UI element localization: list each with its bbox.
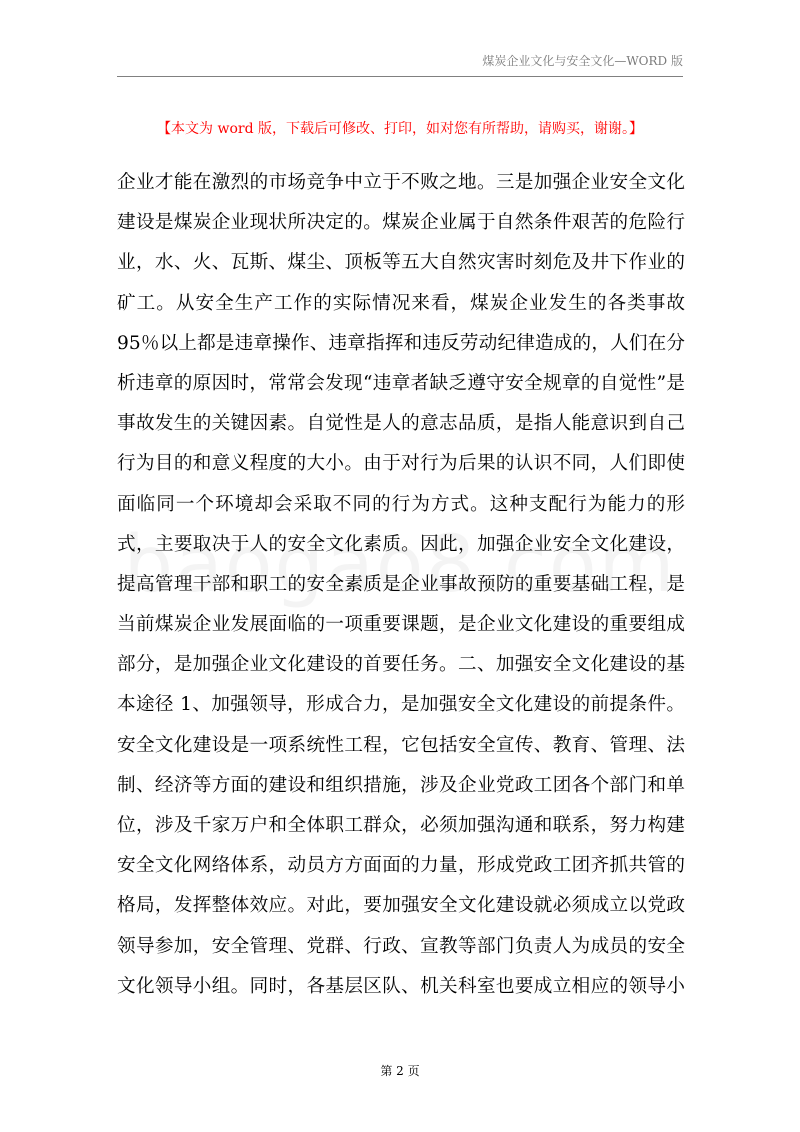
- text-line: 企业才能在激烈的市场竞争中立于不败之地。三是加强企业安全文化: [117, 172, 685, 193]
- text-line: 格局，发挥整体效应。对此，要加强安全文化建设就必须成立以党政: [117, 895, 685, 917]
- purchase-notice: 【本文为 word 版，下载后可修改、打印，如对您有所帮助，请购买，谢谢。】: [157, 121, 643, 137]
- text-line: 位，涉及千家万户和全体职工群众，必须加强沟通和联系，努力构建: [117, 815, 685, 836]
- text-line: 部分，是加强企业文化建设的首要任务。二、加强安全文化建设的基: [117, 654, 685, 676]
- body-text: [117, 163, 685, 1007]
- text-line: 提高管理干部和职工的安全素质是企业事故预防的重要基础工程，是: [117, 573, 685, 595]
- text-line: 事故发生的关键因素。自觉性是人的意志品质，是指人能意识到自己: [117, 413, 685, 435]
- text-line: 本途径 1、加强领导，形成合力，是加强安全文化建设的前提条件。: [117, 694, 685, 716]
- text-line: 制、经济等方面的建设和组织措施，涉及企业党政工团各个部门和单: [117, 774, 685, 796]
- page-number: 第 2 页: [380, 1064, 420, 1078]
- text-line: 安全文化网络体系，动员方方面面的力量，形成党政工团齐抓共管的: [117, 855, 685, 877]
- text-line: 建设是煤炭企业现状所决定的。煤炭企业属于自然条件艰苦的危险行: [117, 212, 685, 234]
- text-line: 行为目的和意义程度的大小。由于对行为后果的认识不同，人们即使: [117, 453, 685, 475]
- text-line: 文化领导小组。同时，各基层区队、机关科室也要成立相应的领导小: [117, 975, 685, 997]
- text-line: 面临同一个环境却会采取不同的行为方式。这种支配行为能力的形: [117, 493, 685, 515]
- text-line: 95％以上都是违章操作、违章指挥和违反劳动纪律造成的，人们在分: [117, 332, 685, 354]
- text-line: 业，水、火、瓦斯、煤尘、顶板等五大自然灾害时刻危及井下作业的: [117, 252, 685, 274]
- text-line: 当前煤炭企业发展面临的一项重要课题，是企业文化建设的重要组成: [117, 614, 685, 636]
- text-line: 矿工。从安全生产工作的实际情况来看，煤炭企业发生的各类事故: [117, 292, 685, 314]
- page-header: [117, 50, 683, 77]
- header-title: 煤炭企业文化与安全文化—WORD 版: [482, 54, 683, 68]
- text-line: 析违章的原因时，常常会发现“违章者缺乏遵守安全规章的自觉性”是: [117, 372, 685, 394]
- text-line: 式，主要取决于人的安全文化素质。因此，加强企业安全文化建设，: [117, 533, 685, 555]
- text-line: 领导参加，安全管理、党群、行政、宣教等部门负责人为成员的安全: [117, 935, 685, 957]
- text-line: 安全文化建设是一项系统性工程，它包括安全宣传、教育、管理、法: [117, 734, 685, 756]
